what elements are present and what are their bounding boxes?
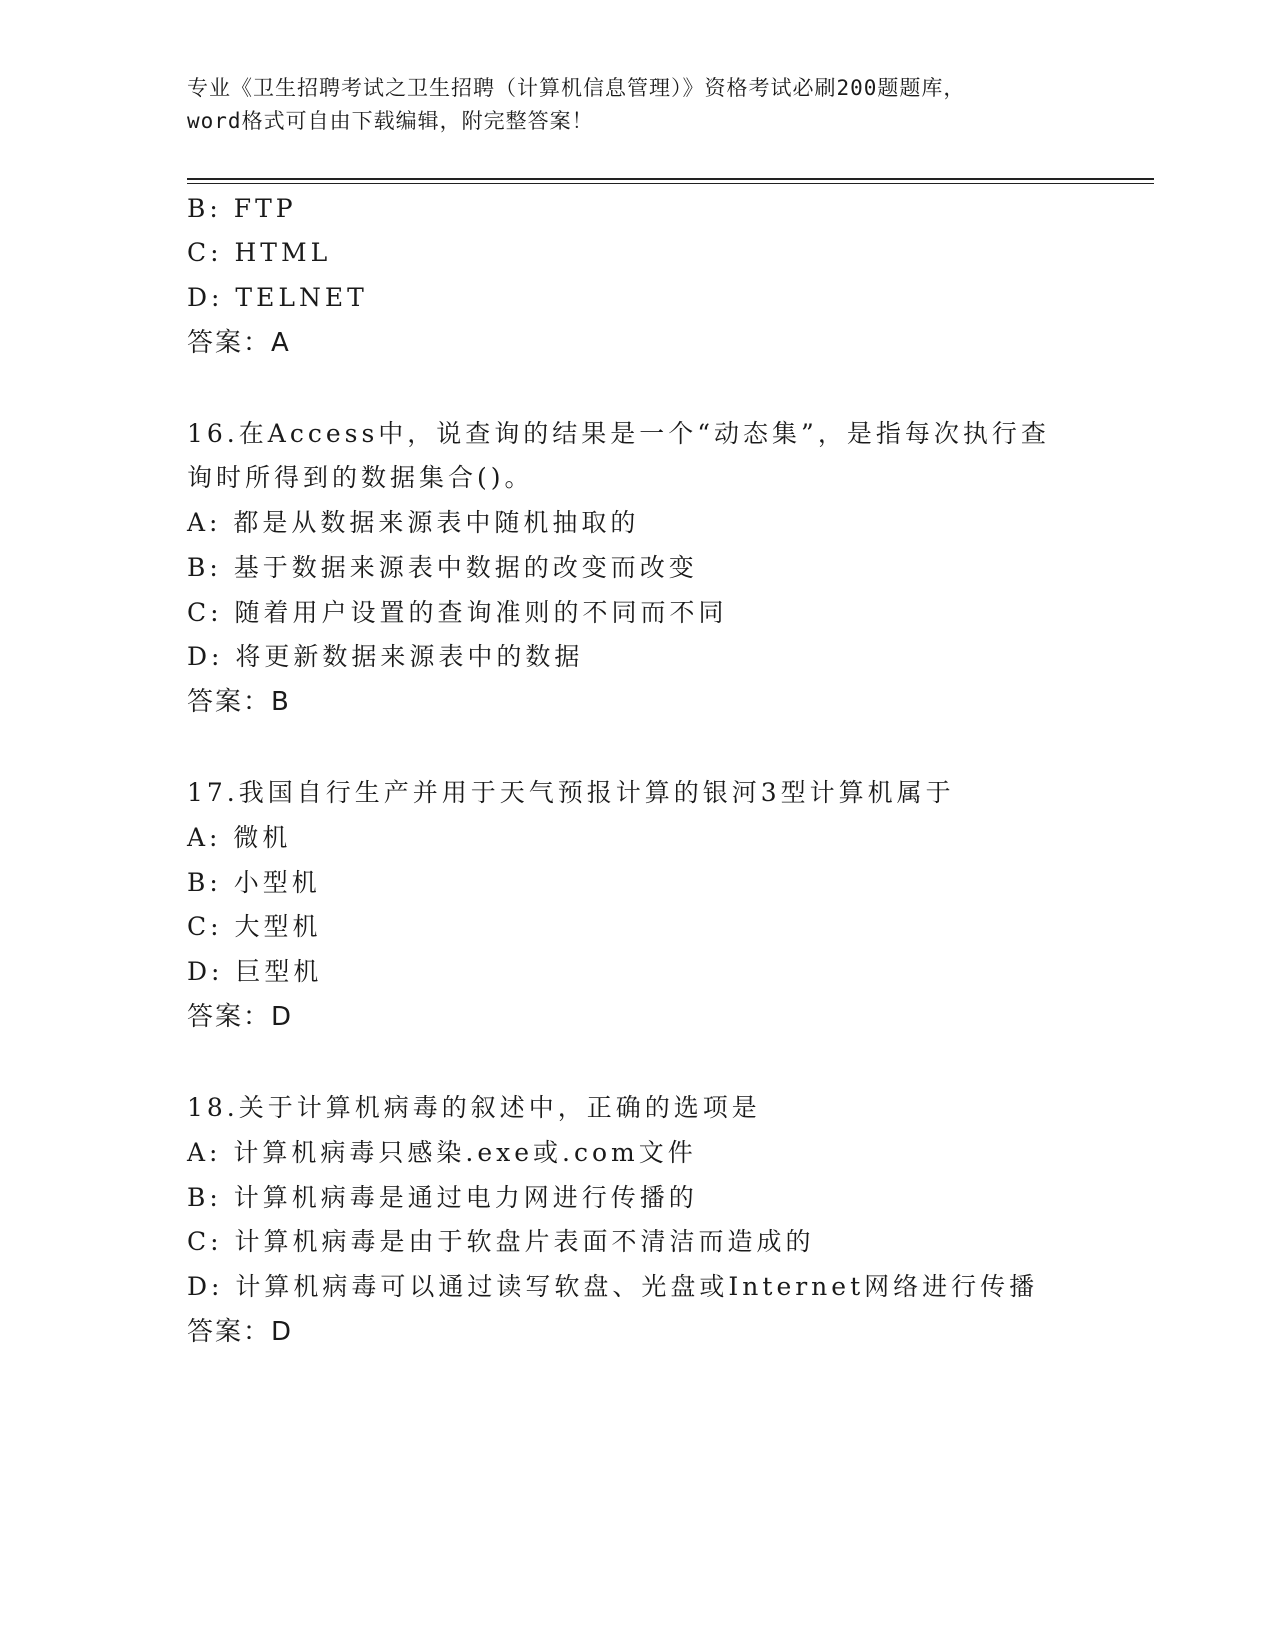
header-title-line-2: word格式可自由下载编辑，附完整答案！ — [187, 109, 594, 133]
q18-stem: 18.关于计算机病毒的叙述中，正确的选项是 — [187, 1093, 761, 1122]
q18-answer: 答案：D — [187, 1317, 294, 1347]
q15-answer: 答案：A — [187, 328, 291, 358]
document-header — [187, 72, 1087, 138]
q17-option-b: B: 小型机 — [187, 868, 321, 897]
q18-option-b: B: 计算机病毒是通过电力网进行传播的 — [187, 1183, 698, 1212]
q18-option-d: D: 计算机病毒可以通过读写软盘、光盘或Internet网络进行传播 — [187, 1272, 1039, 1301]
q16-stem-line-1: 16.在Access中，说查询的结果是一个“动态集”，是指每次执行查 — [187, 419, 1050, 448]
q17-option-d: D: 巨型机 — [187, 957, 323, 986]
q16-stem-line-2: 询时所得到的数据集合()。 — [187, 463, 534, 492]
q16-option-b: B: 基于数据来源表中数据的改变而改变 — [187, 553, 698, 582]
q15-option-d: D: TELNET — [187, 283, 368, 312]
q17-stem: 17.我国自行生产并用于天气预报计算的银河3型计算机属于 — [187, 778, 955, 807]
header-title-line-1: 专业《卫生招聘考试之卫生招聘（计算机信息管理）》资格考试必刷200题题库， — [187, 76, 966, 100]
q16-option-d: D: 将更新数据来源表中的数据 — [187, 642, 584, 671]
header-divider-thin — [187, 183, 1154, 184]
q17-option-a: A: 微机 — [187, 823, 292, 852]
q15-option-c: C: HTML — [187, 238, 332, 267]
q16-option-c: C: 随着用户设置的查询准则的不同而不同 — [187, 598, 728, 627]
q17-option-c: C: 大型机 — [187, 912, 322, 941]
q16-option-a: A: 都是从数据来源表中随机抽取的 — [187, 508, 640, 537]
q17-answer: 答案：D — [187, 1002, 294, 1032]
q16-answer: 答案：B — [187, 687, 291, 717]
header-divider-thick — [187, 178, 1154, 180]
q18-option-a: A: 计算机病毒只感染.exe或.com文件 — [187, 1138, 697, 1167]
q15-option-b: B: FTP — [187, 194, 297, 223]
q18-option-c: C: 计算机病毒是由于软盘片表面不清洁而造成的 — [187, 1227, 815, 1256]
